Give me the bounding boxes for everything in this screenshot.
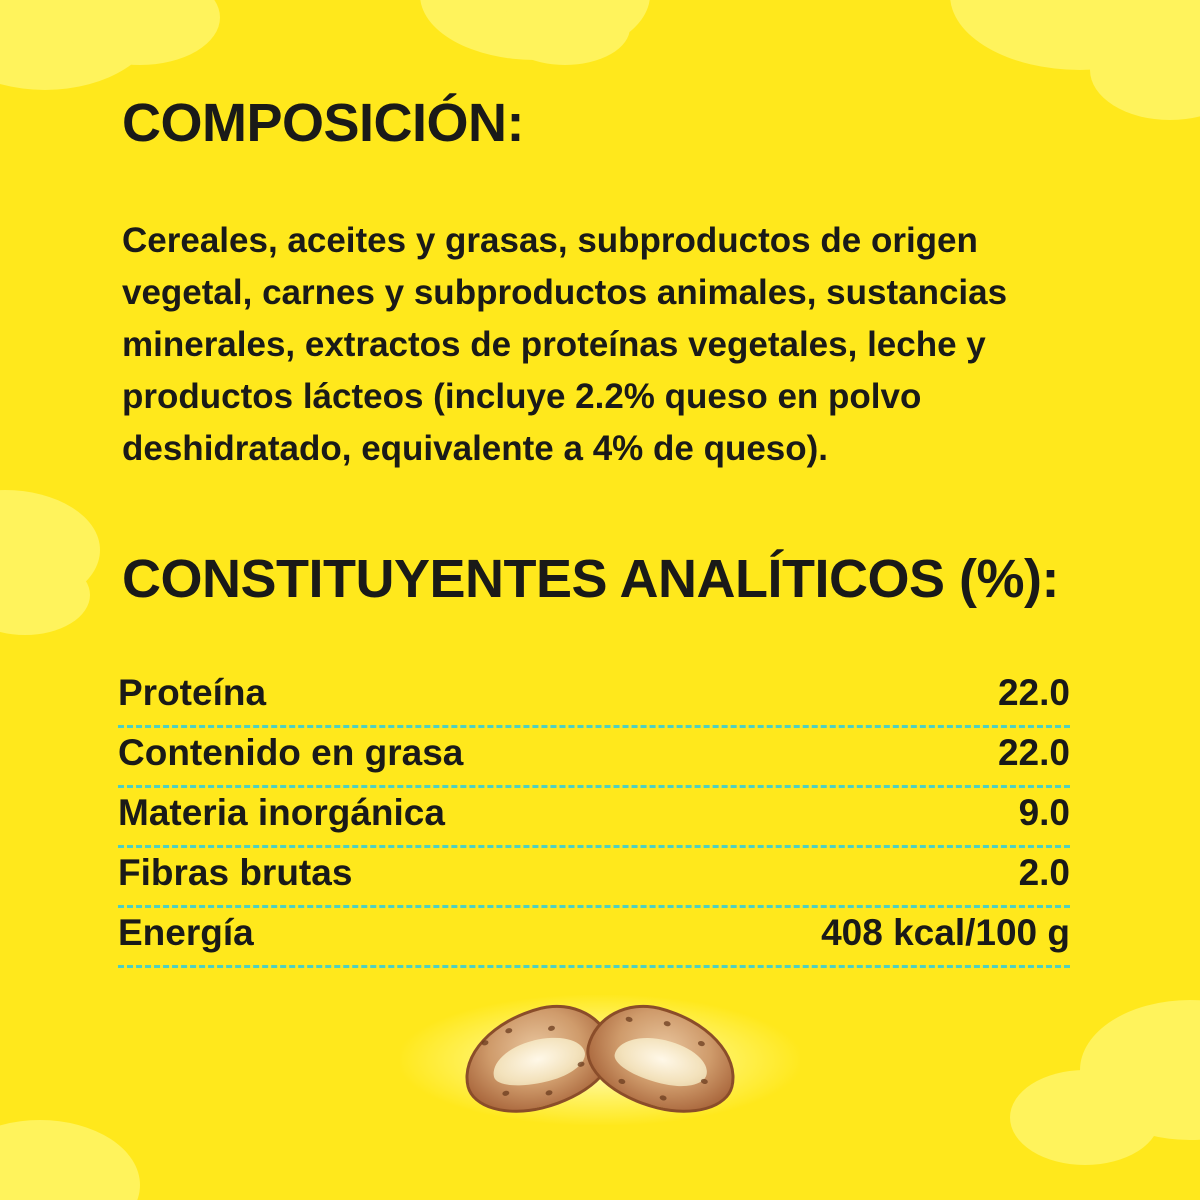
analytical-constituents-heading: CONSTITUYENTES ANALÍTICOS (%): bbox=[122, 549, 1059, 609]
row-label: Materia inorgánica bbox=[118, 792, 445, 833]
table-row bbox=[118, 848, 1070, 908]
row-label: Energía bbox=[118, 912, 254, 953]
row-value: 22.0 bbox=[997, 672, 1070, 713]
row-value: 22.0 bbox=[997, 732, 1070, 773]
biscuit-kibble-illustration bbox=[400, 995, 800, 1125]
composition-text: Cereales, aceites y grasas, subproductos de origen vegetal, carnes y subproductos animales, sustancias minerales, extractos de proteínas vegetales, leche y productos lácteos (incluye 2.2% queso en polvo deshidratado, equivalente a 4% de queso). bbox=[122, 221, 1008, 468]
composition-heading: COMPOSICIÓN: bbox=[122, 93, 525, 153]
table-row bbox=[118, 908, 1070, 968]
row-label: Proteína bbox=[118, 672, 267, 713]
table-row bbox=[118, 728, 1070, 788]
row-value: 408 kcal/100 g bbox=[821, 912, 1070, 953]
kibble-filling bbox=[611, 1029, 712, 1094]
row-label: Fibras brutas bbox=[118, 852, 353, 893]
row-value: 2.0 bbox=[1018, 852, 1070, 893]
analytical-constituents-table bbox=[118, 668, 1070, 968]
row-label: Contenido en grasa bbox=[118, 732, 464, 773]
table-row bbox=[118, 668, 1070, 728]
table-row bbox=[118, 788, 1070, 848]
row-value: 9.0 bbox=[1018, 792, 1070, 833]
kibble-filling bbox=[488, 1029, 589, 1094]
